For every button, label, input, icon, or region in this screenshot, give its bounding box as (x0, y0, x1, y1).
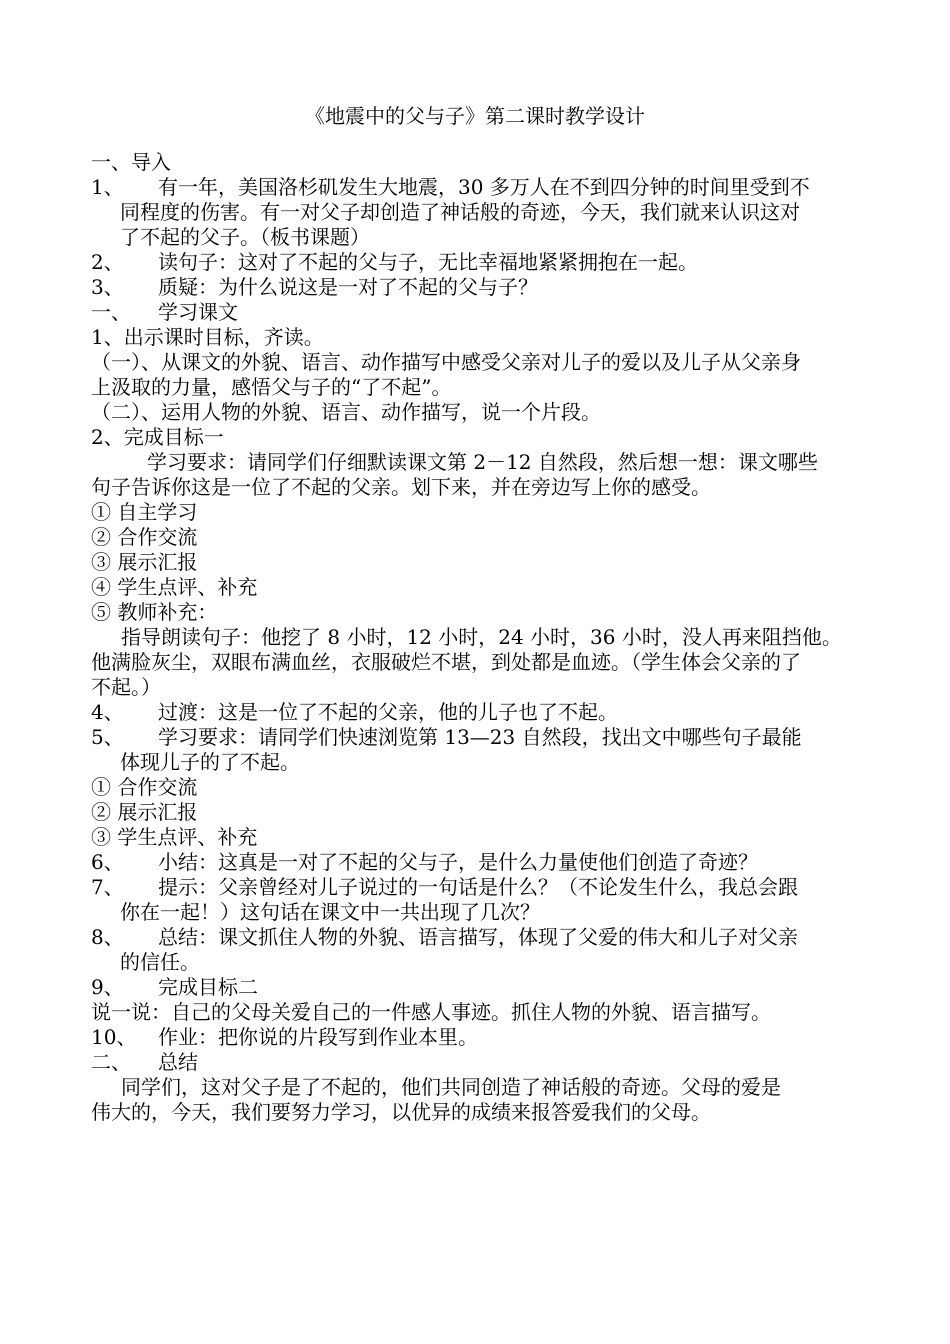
paragraph-line: 句子告诉你这是一位了不起的父亲。划下来，并在旁边写上你的感受。 (91, 475, 711, 499)
item-number: 10、 (91, 1025, 137, 1049)
list-item (91, 175, 863, 200)
paragraph-line: 不起。） (91, 675, 161, 699)
circled-step: ⑤ 教师补充： (91, 600, 218, 624)
item-number: 3、 (91, 275, 124, 299)
section-text: 学习课文 (158, 300, 238, 324)
item-text: 作业：把你说的片段写到作业本里。 (158, 1025, 478, 1049)
section-heading (91, 300, 863, 325)
section-text: 总结 (158, 1050, 198, 1074)
item-number: 2、 (91, 250, 124, 274)
paragraph-line: 他满脸灰尘，双眼布满血丝，衣服破烂不堪，到处都是血迹。（学生体会父亲的了 (91, 650, 801, 674)
paragraph-line: 伟大的，今天，我们要努力学习，以优异的成绩来报答爱我们的父母。 (91, 1100, 711, 1124)
list-item (91, 925, 863, 950)
item-text: 有一年，美国洛杉矶发生大地震，30 多万人在不到四分钟的时间里受到不 (158, 175, 810, 199)
item-text: 总结：课文抓住人物的外貌、语言描写，体现了父爱的伟大和儿子对父亲 (158, 925, 798, 949)
circled-step: ③ 学生点评、补充 (91, 825, 258, 849)
list-item (91, 975, 863, 1000)
list-item (91, 700, 863, 725)
item-text-continued: 体现儿子的了不起。 (120, 750, 300, 774)
paragraph-line: 指导朗读句子：他挖了 8 小时，12 小时，24 小时，36 小时，没人再来阻挡他。 (121, 625, 842, 649)
section-heading: 一、导入 (91, 150, 171, 174)
circled-step: ④ 学生点评、补充 (91, 575, 258, 599)
item-text-continued: 你在一起！）这句话在课文中一共出现了几次？ (120, 900, 540, 924)
list-item (91, 875, 863, 900)
paragraph-line: 上汲取的力量，感悟父与子的“了不起”。 (91, 375, 452, 399)
item-text-continued: 同程度的伤害。有一对父子却创造了神话般的奇迹，今天，我们就来认识这对 (120, 200, 800, 224)
list-item (91, 850, 863, 875)
circled-step: ① 合作交流 (91, 775, 198, 799)
item-text-continued: 了不起的父子。（板书课题） (120, 225, 370, 249)
document-title: 《地震中的父与子》第二课时教学设计 (305, 104, 645, 128)
section-number: 二、 (91, 1050, 131, 1074)
item-text: 读句子：这对了不起的父与子，无比幸福地紧紧拥抱在一起。 (158, 250, 698, 274)
section-number: 一、 (91, 300, 131, 324)
paragraph-line: （二）、运用人物的外貌、语言、动作描写，说一个片段。 (91, 400, 601, 424)
item-text: 提示：父亲曾经对儿子说过的一句话是什么？（不论发生什么，我总会跟 (158, 875, 798, 899)
item-number: 5、 (91, 725, 124, 749)
paragraph-line: 1、出示课时目标，齐读。 (91, 325, 324, 349)
section-heading (91, 1050, 863, 1075)
list-item (91, 725, 863, 750)
circled-step: ② 合作交流 (91, 525, 198, 549)
item-text-continued: 的信任。 (120, 950, 200, 974)
list-item (91, 250, 863, 275)
item-text: 小结：这真是一对了不起的父与子，是什么力量使他们创造了奇迹？ (158, 850, 758, 874)
paragraph-line: 2、完成目标一 (91, 425, 224, 449)
item-number: 7、 (91, 875, 124, 899)
item-number: 1、 (91, 175, 124, 199)
item-number: 8、 (91, 925, 124, 949)
paragraph-line: （一）、从课文的外貌、语言、动作描写中感受父亲对儿子的爱以及儿子从父亲身 (91, 350, 801, 374)
list-item (91, 275, 863, 300)
item-text: 学习要求：请同学们快速浏览第 13—23 自然段，找出文中哪些句子最能 (158, 725, 802, 749)
document-body (91, 150, 863, 1125)
item-number: 4、 (91, 700, 124, 724)
item-number: 6、 (91, 850, 124, 874)
item-text: 过渡：这是一位了不起的父亲，他的儿子也了不起。 (158, 700, 618, 724)
item-number: 9、 (91, 975, 124, 999)
paragraph-line: 同学们，这对父子是了不起的，他们共同创造了神话般的奇迹。父母的爱是 (121, 1075, 781, 1099)
circled-step: ② 展示汇报 (91, 800, 198, 824)
item-text: 质疑：为什么说这是一对了不起的父与子？ (158, 275, 538, 299)
list-item (91, 1025, 863, 1050)
item-text: 完成目标二 (158, 975, 258, 999)
paragraph-line: 学习要求：请同学们仔细默读课文第 2－12 自然段，然后想一想：课文哪些 (147, 450, 818, 474)
paragraph-line: 说一说：自己的父母关爱自己的一件感人事迹。抓住人物的外貌、语言描写。 (91, 1000, 771, 1024)
circled-step: ③ 展示汇报 (91, 550, 198, 574)
circled-step: ① 自主学习 (91, 500, 198, 524)
